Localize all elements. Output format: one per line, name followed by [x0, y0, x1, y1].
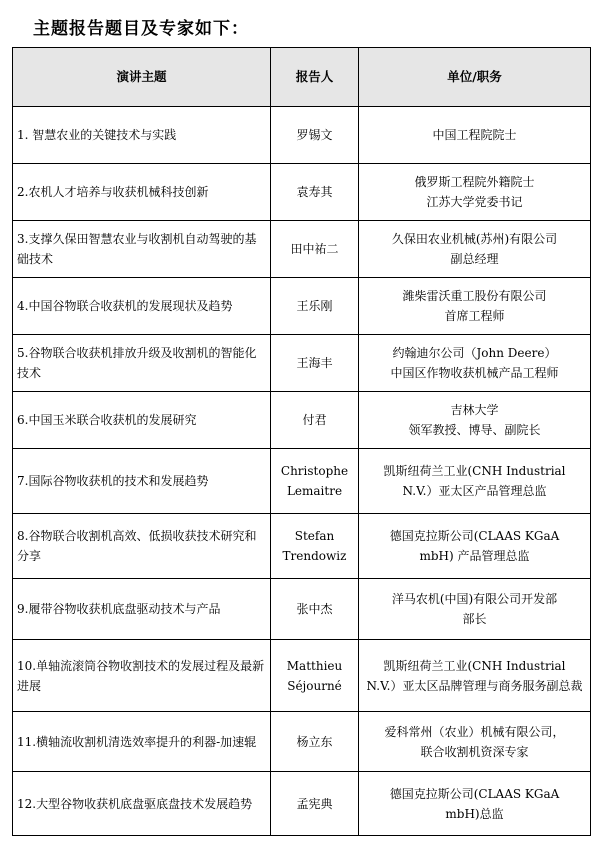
topic-cell: 7.国际谷物收获机的技术和发展趋势	[13, 449, 271, 514]
speaker-cell: 罗锡文	[271, 107, 359, 164]
topic-cell: 6.中国玉米联合收获机的发展研究	[13, 392, 271, 449]
table-row	[13, 335, 591, 392]
speaker-cell: 孟宪典	[271, 772, 359, 836]
topic-cell: 2.农机人才培养与收获机械科技创新	[13, 164, 271, 221]
table-row	[13, 712, 591, 772]
speaker-cell: 田中祐二	[271, 221, 359, 278]
table-row	[13, 514, 591, 579]
table-header-row	[13, 48, 591, 107]
topic-cell: 5.谷物联合收获机排放升级及收割机的智能化技术	[13, 335, 271, 392]
unit-cell: 潍柴雷沃重工股份有限公司 首席工程师	[359, 278, 591, 335]
topic-cell: 3.支撑久保田智慧农业与收割机自动驾驶的基础技术	[13, 221, 271, 278]
header-unit: 单位/职务	[359, 48, 591, 107]
topic-cell: 10.单轴流滚筒谷物收割技术的发展过程及最新进展	[13, 640, 271, 712]
table-row	[13, 640, 591, 712]
speaker-cell: 袁寿其	[271, 164, 359, 221]
header-speaker: 报告人	[271, 48, 359, 107]
topic-cell: 4.中国谷物联合收获机的发展现状及趋势	[13, 278, 271, 335]
speaker-cell: 王海丰	[271, 335, 359, 392]
topic-cell: 9.履带谷物收获机底盘驱动技术与产品	[13, 579, 271, 640]
unit-cell: 中国工程院院士	[359, 107, 591, 164]
topic-cell: 11.横轴流收割机清选效率提升的利器-加速辊	[13, 712, 271, 772]
unit-cell: 洋马农机(中国)有限公司开发部 部长	[359, 579, 591, 640]
unit-cell: 俄罗斯工程院外籍院士 江苏大学党委书记	[359, 164, 591, 221]
unit-cell: 德国克拉斯公司(CLAAS KGaA mbH)总监	[359, 772, 591, 836]
table-row	[13, 772, 591, 836]
speaker-cell: 杨立东	[271, 712, 359, 772]
speaker-cell: Matthieu Séjourné	[271, 640, 359, 712]
speaker-cell: 张中杰	[271, 579, 359, 640]
unit-cell: 凯斯纽荷兰工业(CNH Industrial N.V.）亚太区产品管理总监	[359, 449, 591, 514]
topic-cell: 12.大型谷物收获机底盘驱底盘技术发展趋势	[13, 772, 271, 836]
unit-cell: 爱科常州（农业）机械有限公司， 联合收割机资深专家	[359, 712, 591, 772]
table-row	[13, 164, 591, 221]
page-heading: 主题报告题目及专家如下：	[33, 19, 249, 39]
table-row	[13, 107, 591, 164]
speaker-cell: 付君	[271, 392, 359, 449]
table-row	[13, 278, 591, 335]
unit-cell: 久保田农业机械(苏州)有限公司 副总经理	[359, 221, 591, 278]
unit-cell: 约翰迪尔公司（John Deere） 中国区作物收获机械产品工程师	[359, 335, 591, 392]
speaker-cell: 王乐刚	[271, 278, 359, 335]
speaker-cell: Christophe Lemaitre	[271, 449, 359, 514]
table-row	[13, 392, 591, 449]
speaker-table	[12, 47, 591, 836]
header-topic: 演讲主题	[13, 48, 271, 107]
topic-cell: 1. 智慧农业的关键技术与实践	[13, 107, 271, 164]
unit-cell: 吉林大学 领军教授、博导、副院长	[359, 392, 591, 449]
table-row	[13, 221, 591, 278]
table-row	[13, 579, 591, 640]
speaker-cell: Stefan Trendowiz	[271, 514, 359, 579]
topic-cell: 8.谷物联合收割机高效、低损收获技术研究和分享	[13, 514, 271, 579]
table-row	[13, 449, 591, 514]
unit-cell: 德国克拉斯公司(CLAAS KGaA mbH) 产品管理总监	[359, 514, 591, 579]
unit-cell: 凯斯纽荷兰工业(CNH Industrial N.V.）亚太区品牌管理与商务服务副总裁	[359, 640, 591, 712]
